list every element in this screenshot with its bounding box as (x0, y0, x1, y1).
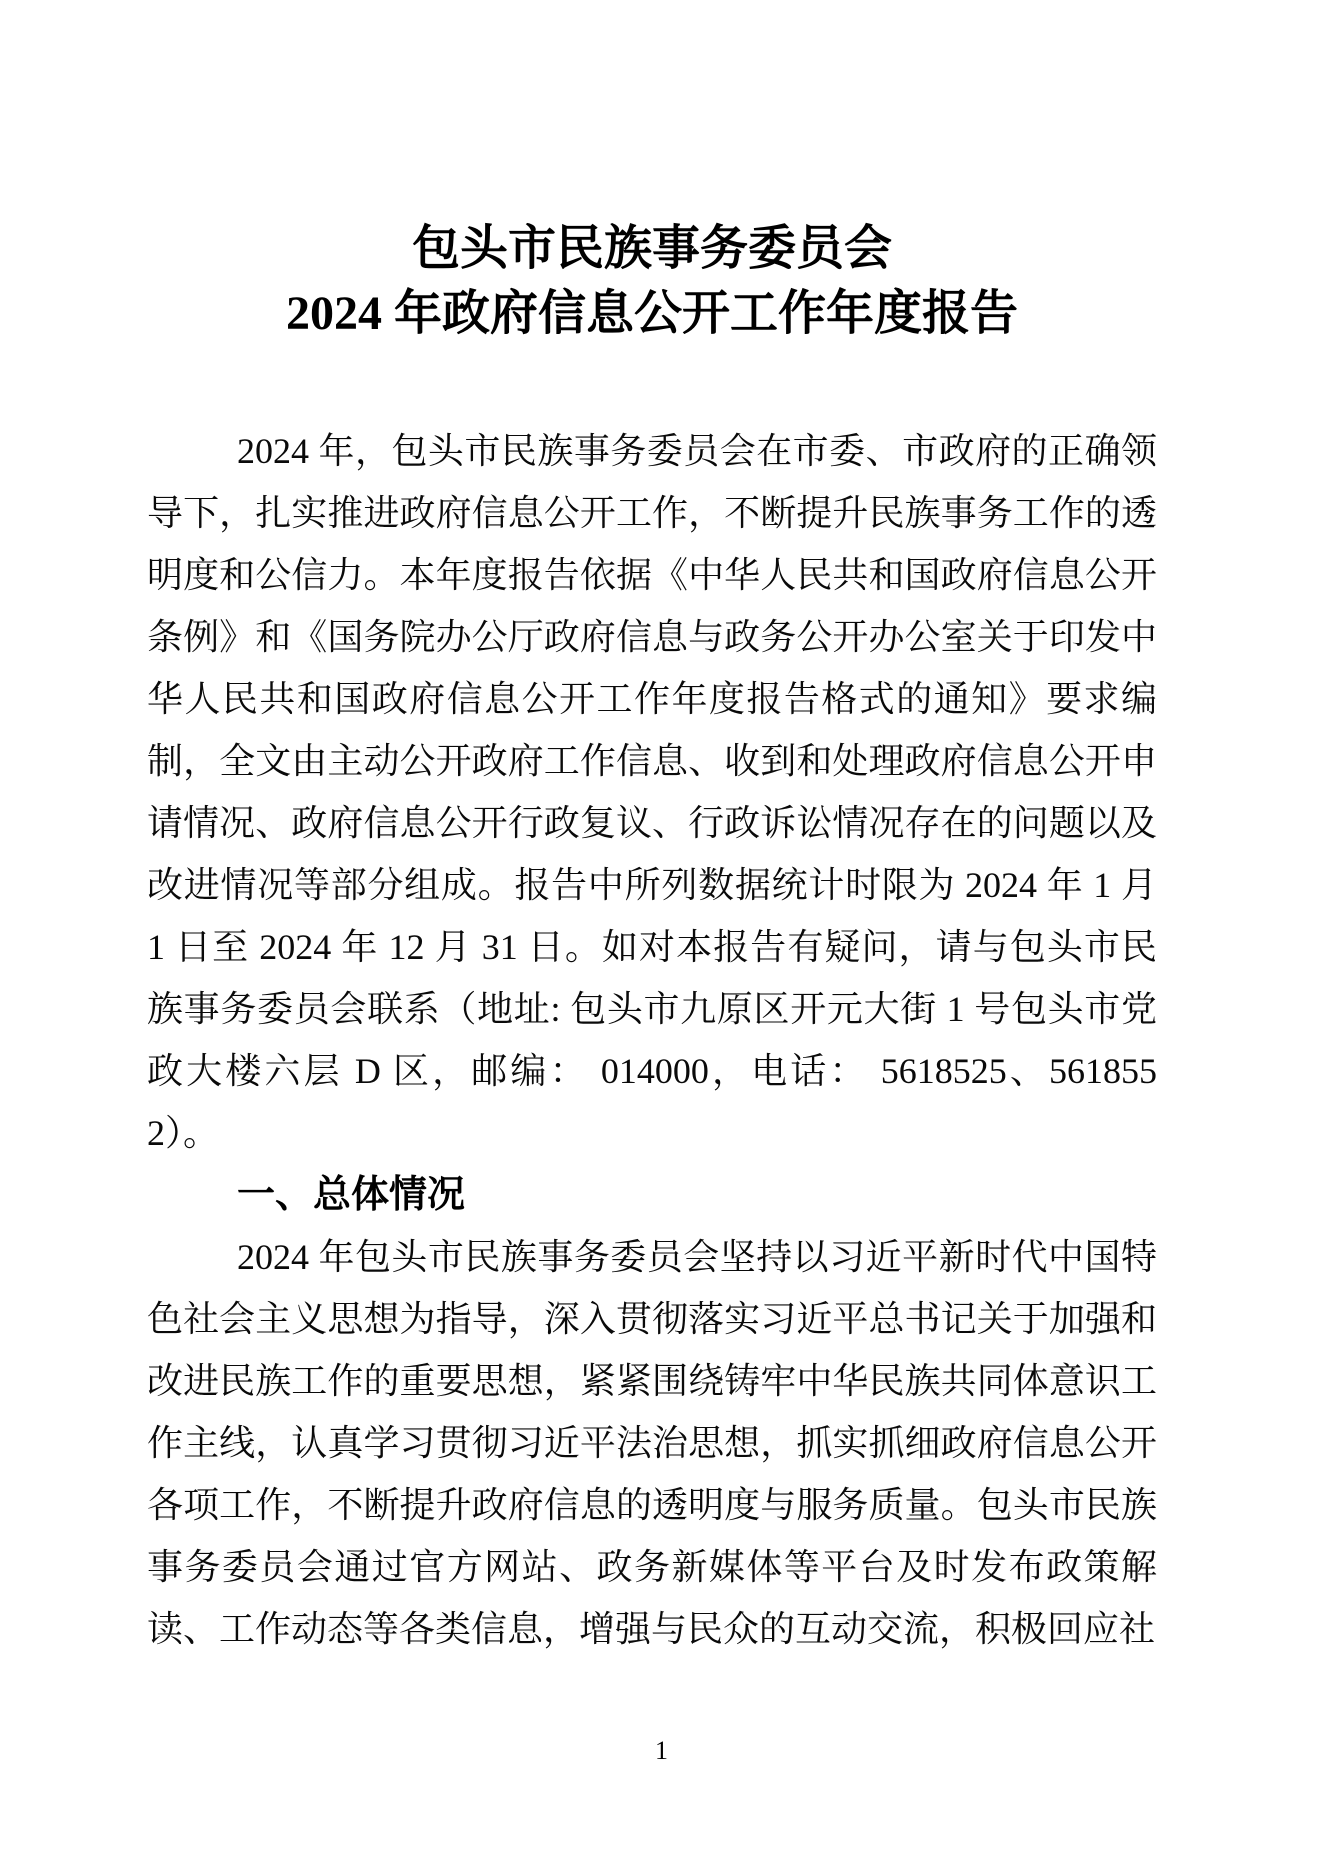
section-heading-overview: 一、总体情况 (237, 1174, 466, 1216)
page-number: 1 (655, 1736, 668, 1765)
title-line-1: 包头市民族事务委员会 (411, 222, 892, 275)
intro-paragraph: 2024 年，包头市民族事务委员会在市委、市政府的正确领导下，扎实推进政府信息公开工作，不断提升民族事务工作的透明度和公信力。本年度报告依据《中华人民共和国政府信息公开条例》和《国务院办公厅政府信息与政务公开办公室关于印发中华人民共和国政府信息公开工作年度报告格式的通知》要求编制，全文由主动公开政府工作信息、收到和处理政府信息公开申请情况、政府信息公开行政复议、行政诉讼情况存在的问题以及改进情况等部分组成。报告中所列数据统计时限为 2024 年 1 月 1 日至 2024 年 12 月 31 日。如对本报告有疑问，请与包头市民族事务委员会联系（地址: 包头市九原区开元大街 1 号包头市党政大楼六层 D 区，邮编： 014000，电话： 5618525、5618552）。 (147, 431, 1157, 1153)
document-content (147, 0, 1157, 1660)
title-line-2: 2024 年政府信息公开工作年度报告 (285, 287, 1018, 340)
overview-paragraph: 2024 年包头市民族事务委员会坚持以习近平新时代中国特色社会主义思想为指导，深入贯彻落实习近平总书记关于加强和改进民族工作的重要思想，紧紧围绕铸牢中华民族共同体意识工作主线，认真学习贯彻习近平法治思想，抓实抓细政府信息公开各项工作，不断提升政府信息的透明度与服务质量。包头市民族事务委员会通过官方网站、政务新媒体等平台及时发布政策解读、工作动态等各类信息，增强与民众的互动交流，积极回应社 (147, 1237, 1157, 1649)
document-title (147, 216, 1157, 346)
